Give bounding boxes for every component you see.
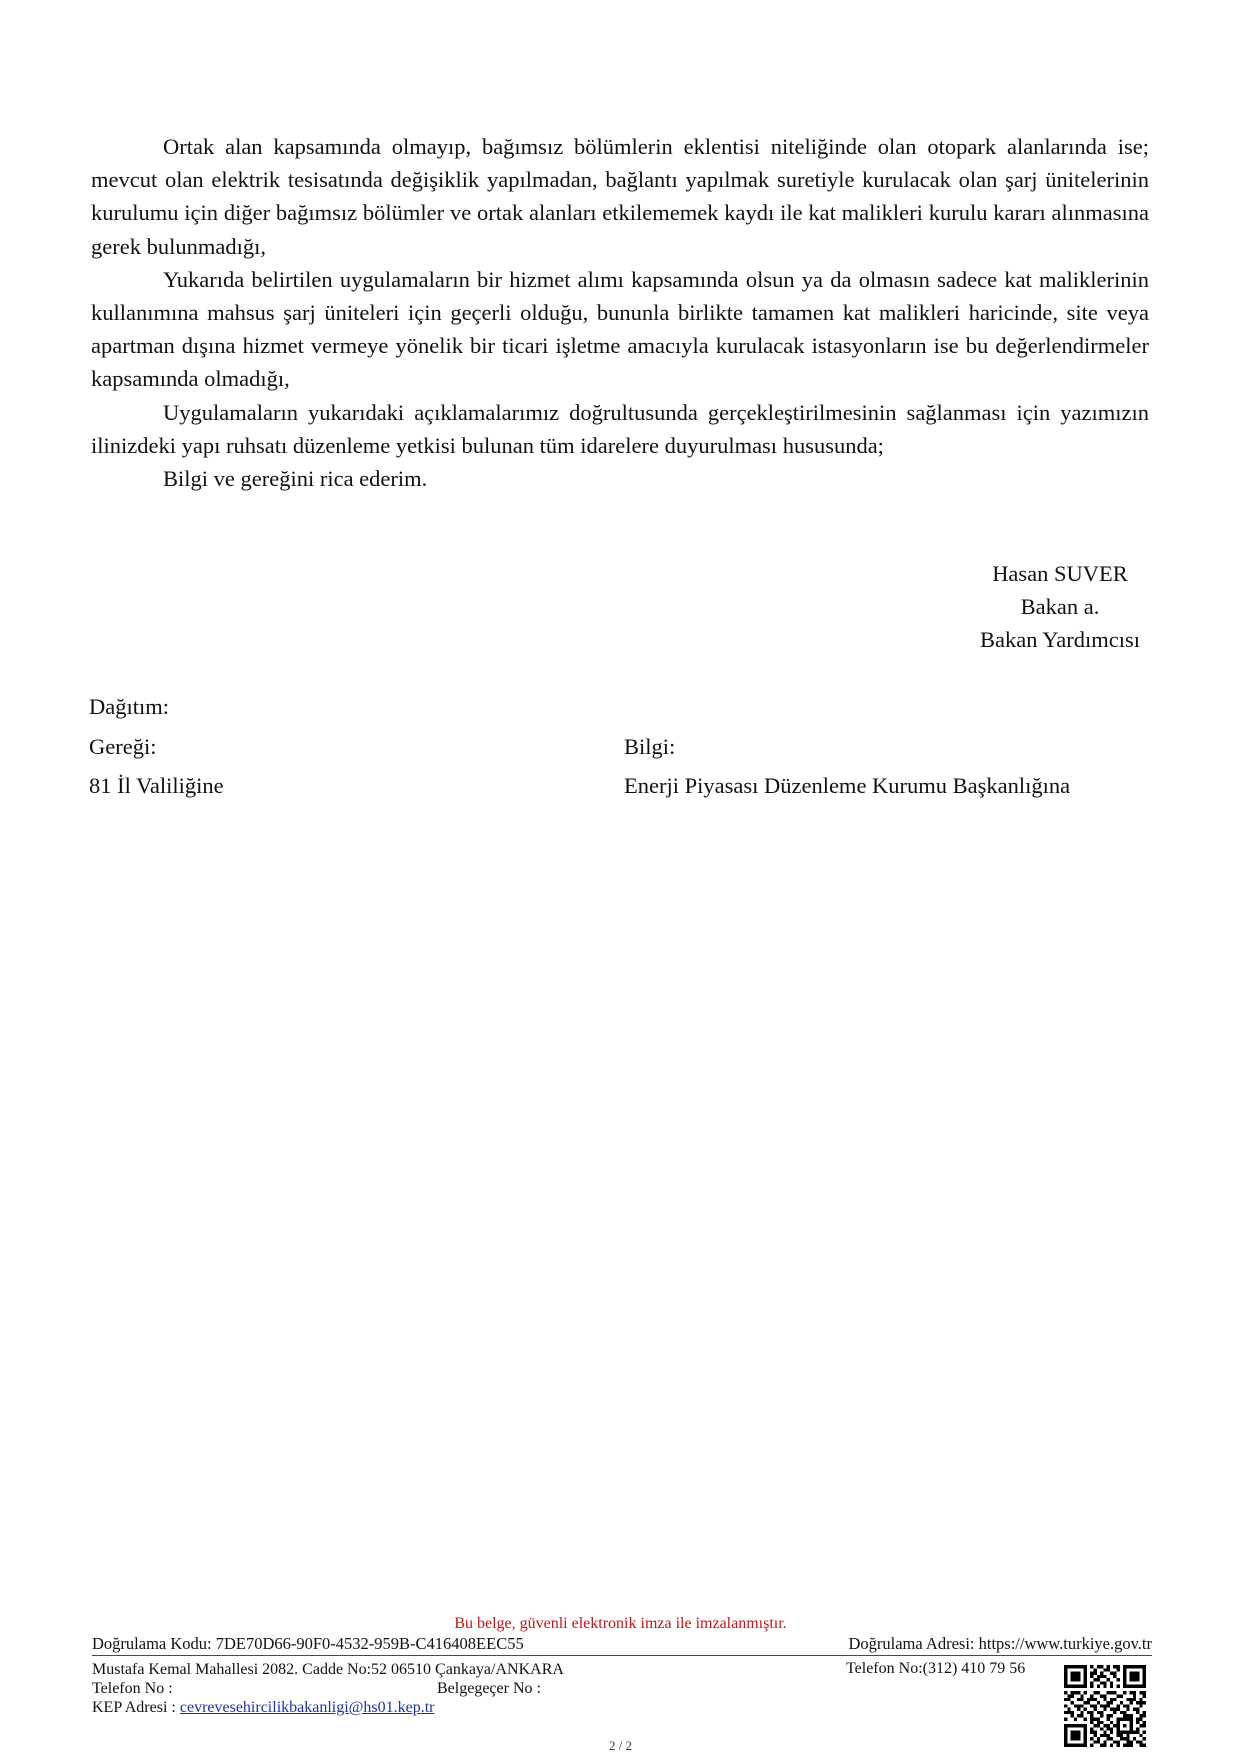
paragraph-announcement: Uygulamaların yukarıdaki açıklamalarımız doğrultusunda gerçekleştirilmesinin sağlanması için yazımızın ilinizdeki yapı ruhsatı düzenleme yetkisi bulunan tüm idarelere duyurulması hususunda; bbox=[91, 399, 1149, 458]
signatory-name: Hasan SUVER bbox=[992, 561, 1128, 586]
footer-kep-row bbox=[92, 1698, 564, 1717]
footer-phone: Telefon No:(312) 410 79 56 bbox=[846, 1660, 1026, 1677]
verification-code: Doğrulama Kodu: 7DE70D66-90F0-4532-959B-C416408EEC55 bbox=[92, 1634, 524, 1653]
verification-row bbox=[92, 1634, 1152, 1656]
bilgi-label: Bilgi: bbox=[624, 734, 676, 759]
phone-label: Telefon No : bbox=[92, 1680, 173, 1697]
footer-address: Mustafa Kemal Mahallesi 2082. Cadde No:52 06510 Çankaya/ANKARA bbox=[92, 1661, 564, 1678]
qr-code-icon bbox=[1064, 1665, 1146, 1747]
distribution-label: Dağıtım: bbox=[89, 694, 169, 719]
geregi-recipient: 81 İl Valiliğine bbox=[89, 773, 224, 798]
bilgi-recipient: Enerji Piyasası Düzenleme Kurumu Başkanlığına bbox=[624, 773, 1071, 798]
footer-phone-fax-row bbox=[92, 1679, 564, 1698]
geregi-label: Gereği: bbox=[89, 734, 157, 759]
paragraph-closing: Bilgi ve gereğini rica ederim. bbox=[163, 466, 428, 492]
paragraph-parking: Ortak alan kapsamında olmayıp, bağımsız bölümlerin eklentisi niteliğinde olan otopark alanlarında ise; mevcut olan elektrik tesisatında değişiklik yapılmadan, bağlantı yapılmak suretiyle kurulacak olan şarj ünitelerinin kurulumu için diğer bağımsız bölümler ve ortak alanları etkilememek kaydı ile kat malikleri kurulu kararı alınmasına gerek bulunmadığı, bbox=[91, 134, 1149, 259]
esign-notice: Bu belge, güvenli elektronik imza ile imzalanmıştır. bbox=[454, 1615, 787, 1632]
paragraph-applications: Yukarıda belirtilen uygulamaların bir hizmet alımı kapsamında olsun ya da olmasın sadece kat maliklerinin kullanımına mahsus şarj üniteleri için geçerli olduğu, bununla birlikte tamamen kat malikleri haricinde, site veya apartman dışına hizmet vermeye yönelik bir ticari işletme amacıyla kurulacak istasyonların ise bu değerlendirmeler kapsamında olmadığı, bbox=[91, 266, 1149, 392]
fax-label: Belgegeçer No : bbox=[437, 1680, 541, 1697]
signature-block bbox=[960, 557, 1160, 656]
signatory-title: Bakan Yardımcısı bbox=[980, 627, 1140, 652]
signatory-on-behalf: Bakan a. bbox=[1020, 594, 1100, 619]
letter-body bbox=[91, 130, 1149, 495]
kep-address-link[interactable]: cevrevesehircilikbakanligi@hs01.kep.tr bbox=[179, 1699, 435, 1716]
footer-divider bbox=[92, 1655, 1152, 1656]
kep-label: KEP Adresi : bbox=[92, 1699, 180, 1716]
verification-address[interactable]: Doğrulama Adresi: https://www.turkiye.gov.tr bbox=[848, 1634, 1152, 1653]
page-number: 2 / 2 bbox=[608, 1738, 633, 1753]
footer-contact bbox=[92, 1660, 564, 1717]
